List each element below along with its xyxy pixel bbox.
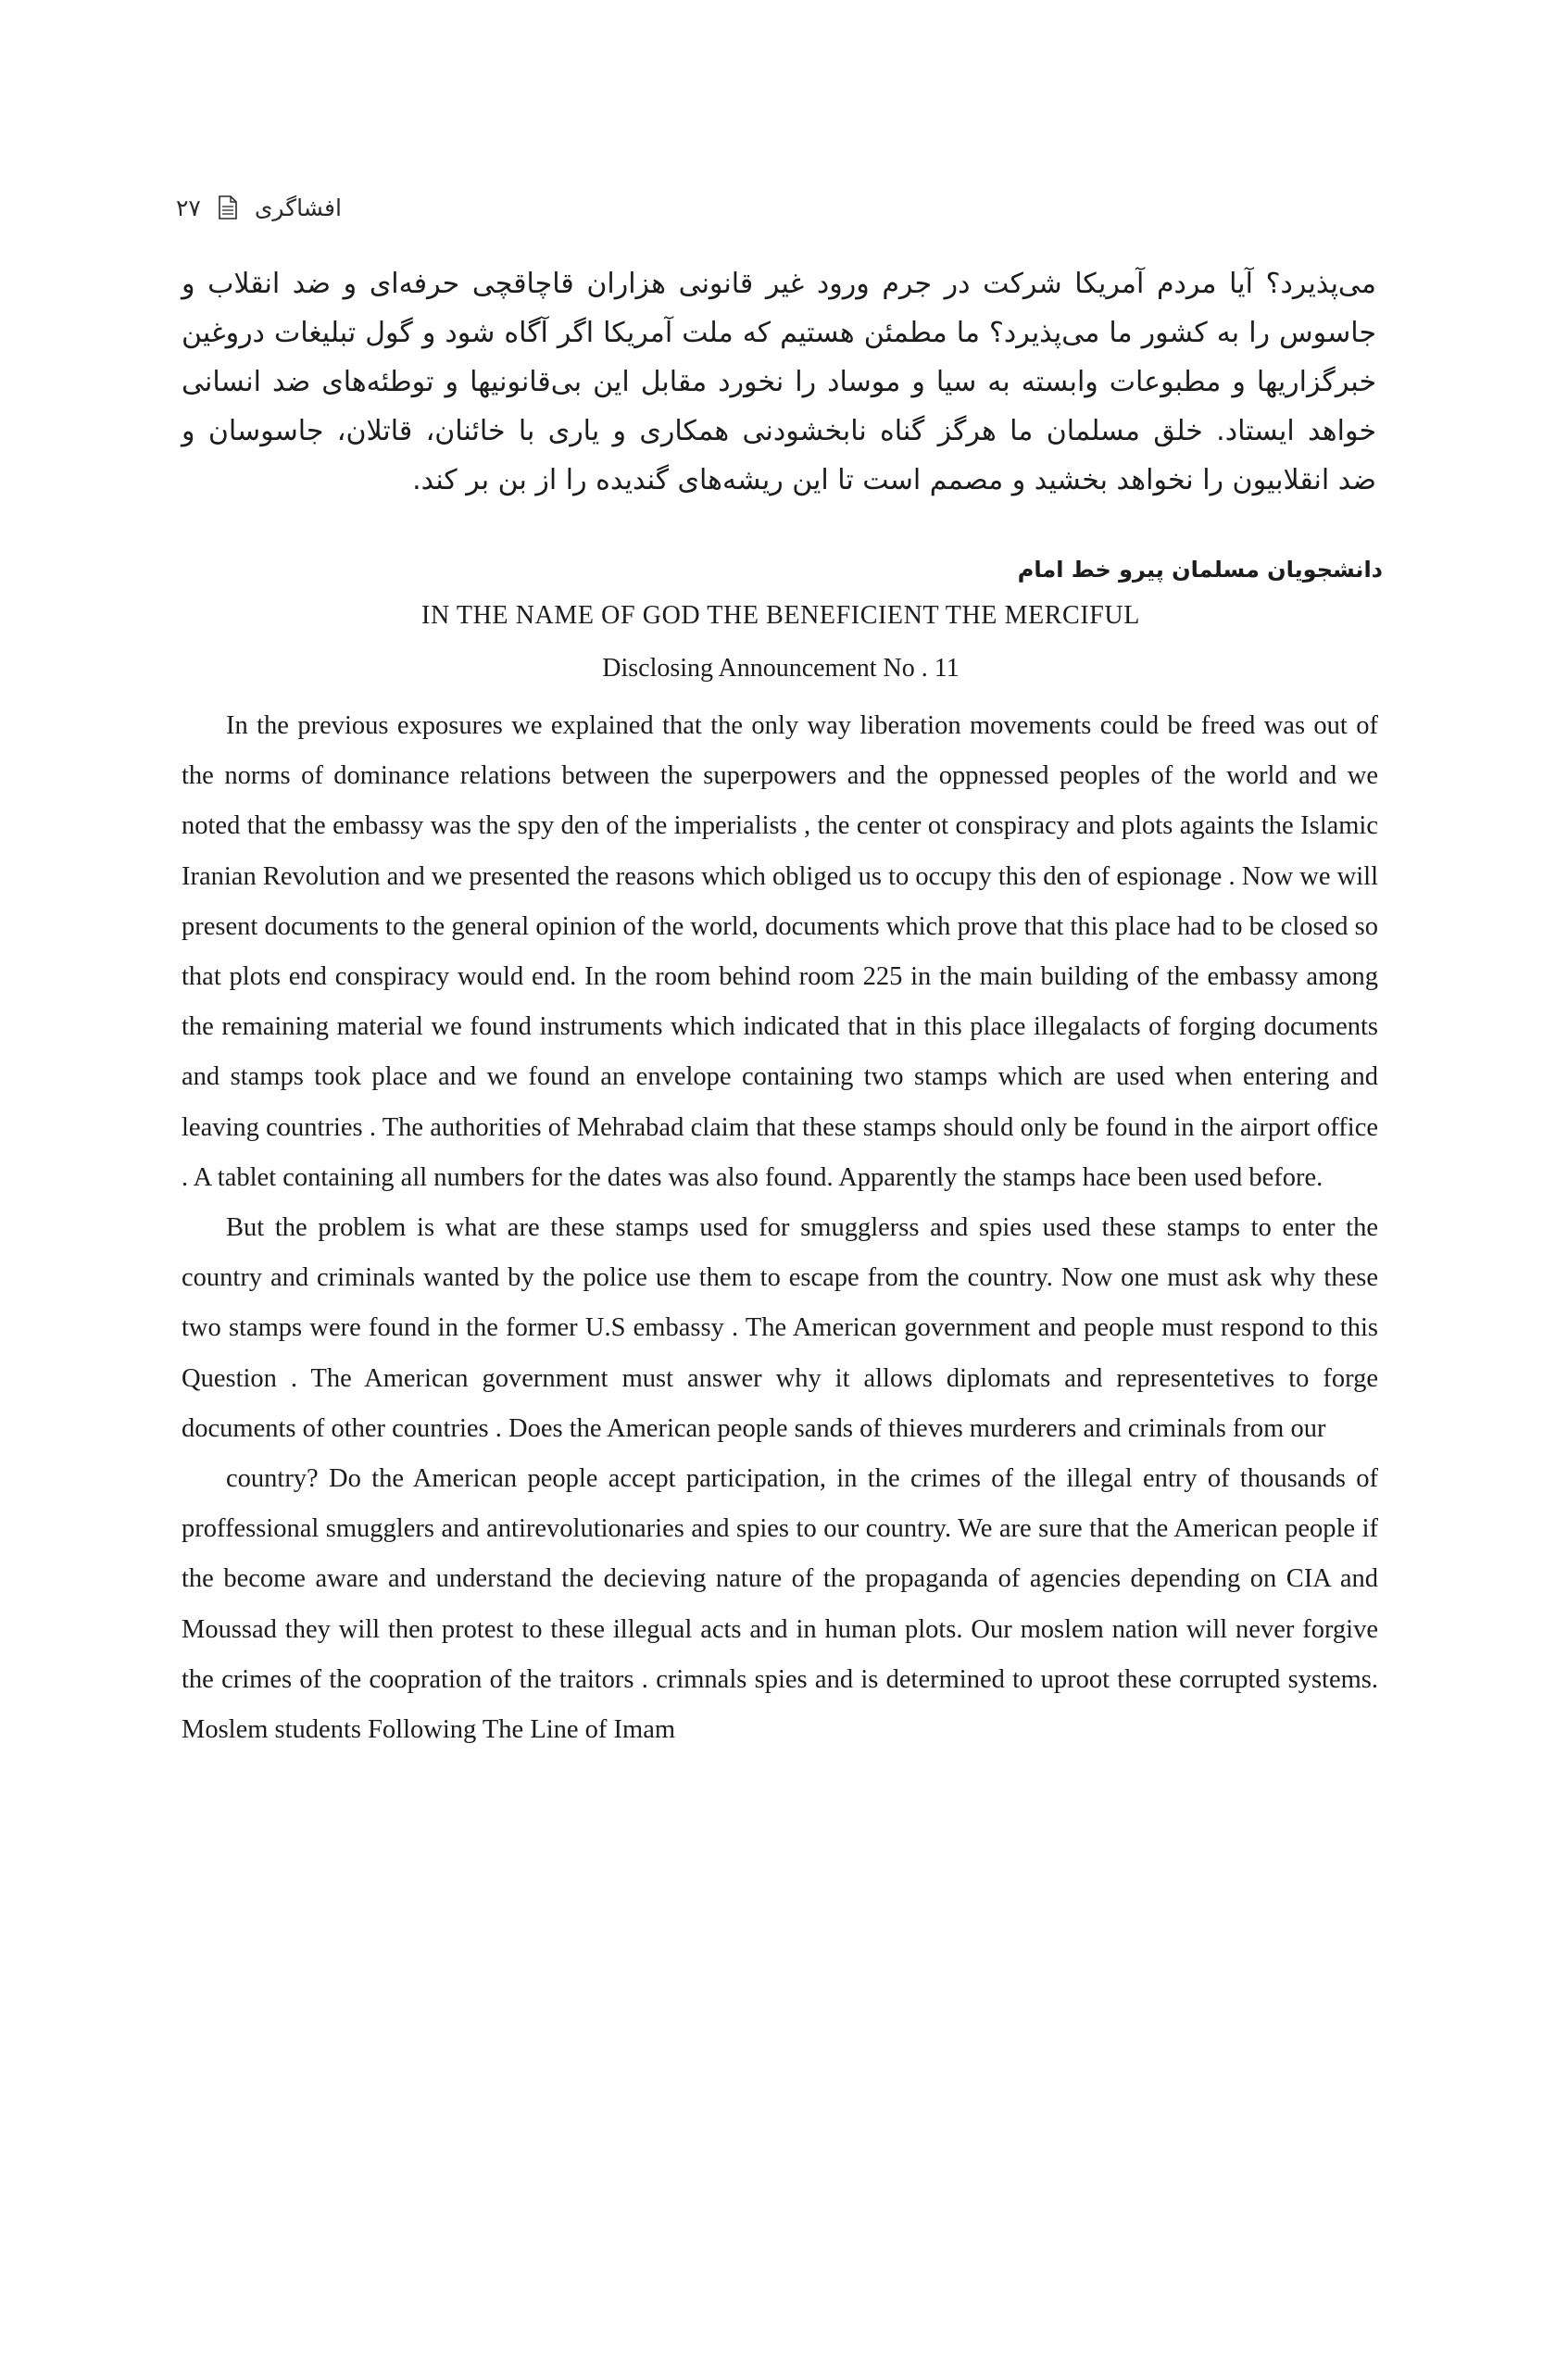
- english-title: IN THE NAME OF GOD THE BENEFICIENT THE MERCIFUL: [421, 601, 1140, 630]
- persian-line: خواهد ایستاد. خلق مسلمان ما هرگز گناه نابخشودنی همکاری و یاری با خائنان، قاتلان، جاسوسان و: [182, 415, 1376, 447]
- body-paragraph: country? Do the American people accept participation, in the crimes of the illegal entry of thousands of proffessional smugglers and antirevolutionaries and spies to our country. We are sure that the American people if the become aware and understand the decieving nature of the propaganda of agencies depending on CIA and Moussad they will then protest to these illegual acts and in human plots. Our moslem nation will never forgive the crimes of the coopration of the traitors . crimnals spies and is determined to uproot these corrupted systems. Moslem students Following The Line of Imam: [182, 1464, 1378, 1745]
- persian-line: خبرگزاریها و مطبوعات وابسته به سیا و موساد را نخورد مقابل این بی‌قانونیها و توطئه‌های ضد انسانی: [182, 366, 1376, 398]
- running-title: افشاگری: [254, 194, 342, 221]
- announcement-subtitle: Disclosing Announcement No . 11: [602, 654, 960, 683]
- persian-line: ضد انقلابیون را نخواهد بخشید و مصمم است تا این ریشه‌های گندیده را از بن بر کند.: [412, 464, 1376, 496]
- english-body: [182, 701, 1378, 1755]
- document-icon: [218, 195, 238, 220]
- running-header: [176, 185, 375, 230]
- persian-paragraph: [182, 259, 1376, 505]
- persian-signature: دانشجویان مسلمان پیرو خط امام: [1017, 557, 1383, 583]
- body-paragraph: But the problem is what are these stamps used for smugglerss and spies used these stamps to enter the country and criminals wanted by the police use them to escape from the country. Now one must ask why these two stamps were found in the former U.S embassy . The American government and people must respond to this Question . The American government must answer why it allows diplomats and representetives to forge documents of other countries . Does the American people sands of thieves murderers and criminals from our: [182, 1213, 1378, 1443]
- body-paragraph: In the previous exposures we explained that the only way liberation movements could be freed was out of the norms of dominance relations between the superpowers and the oppnessed peoples of the world and we noted that the embassy was the spy den of the imperialists , the center ot conspiracy and plots againts the Islamic Iranian Revolution and we presented the reasons which obliged us to occupy this den of espionage . Now we will present documents to the general opinion of the world, documents which prove that this place had to be closed so that plots end conspiracy would end. In the room behind room 225 in the main building of the embassy among the remaining material we found instruments which indicated that in this place illegalacts of forging documents and stamps took place and we found an envelope containing two stamps which are used when entering and leaving countries . The authorities of Mehrabad claim that these stamps should only be found in the airport office . A tablet containing all numbers for the dates was also found. Apparently the stamps hace been used before.: [182, 711, 1378, 1192]
- page-number: ۲۷: [176, 194, 201, 221]
- persian-line: می‌پذیرد؟ آیا مردم آمریکا شرکت در جرم ورود غیر قانونی هزاران قاچاقچی حرفه‌ای و ضد انقلاب و: [182, 268, 1376, 300]
- persian-line: جاسوس را به کشور ما می‌پذیرد؟ ما مطمئن هستیم که ملت آمریکا اگر آگاه شود و گول تبلیغات دروغین: [182, 317, 1376, 349]
